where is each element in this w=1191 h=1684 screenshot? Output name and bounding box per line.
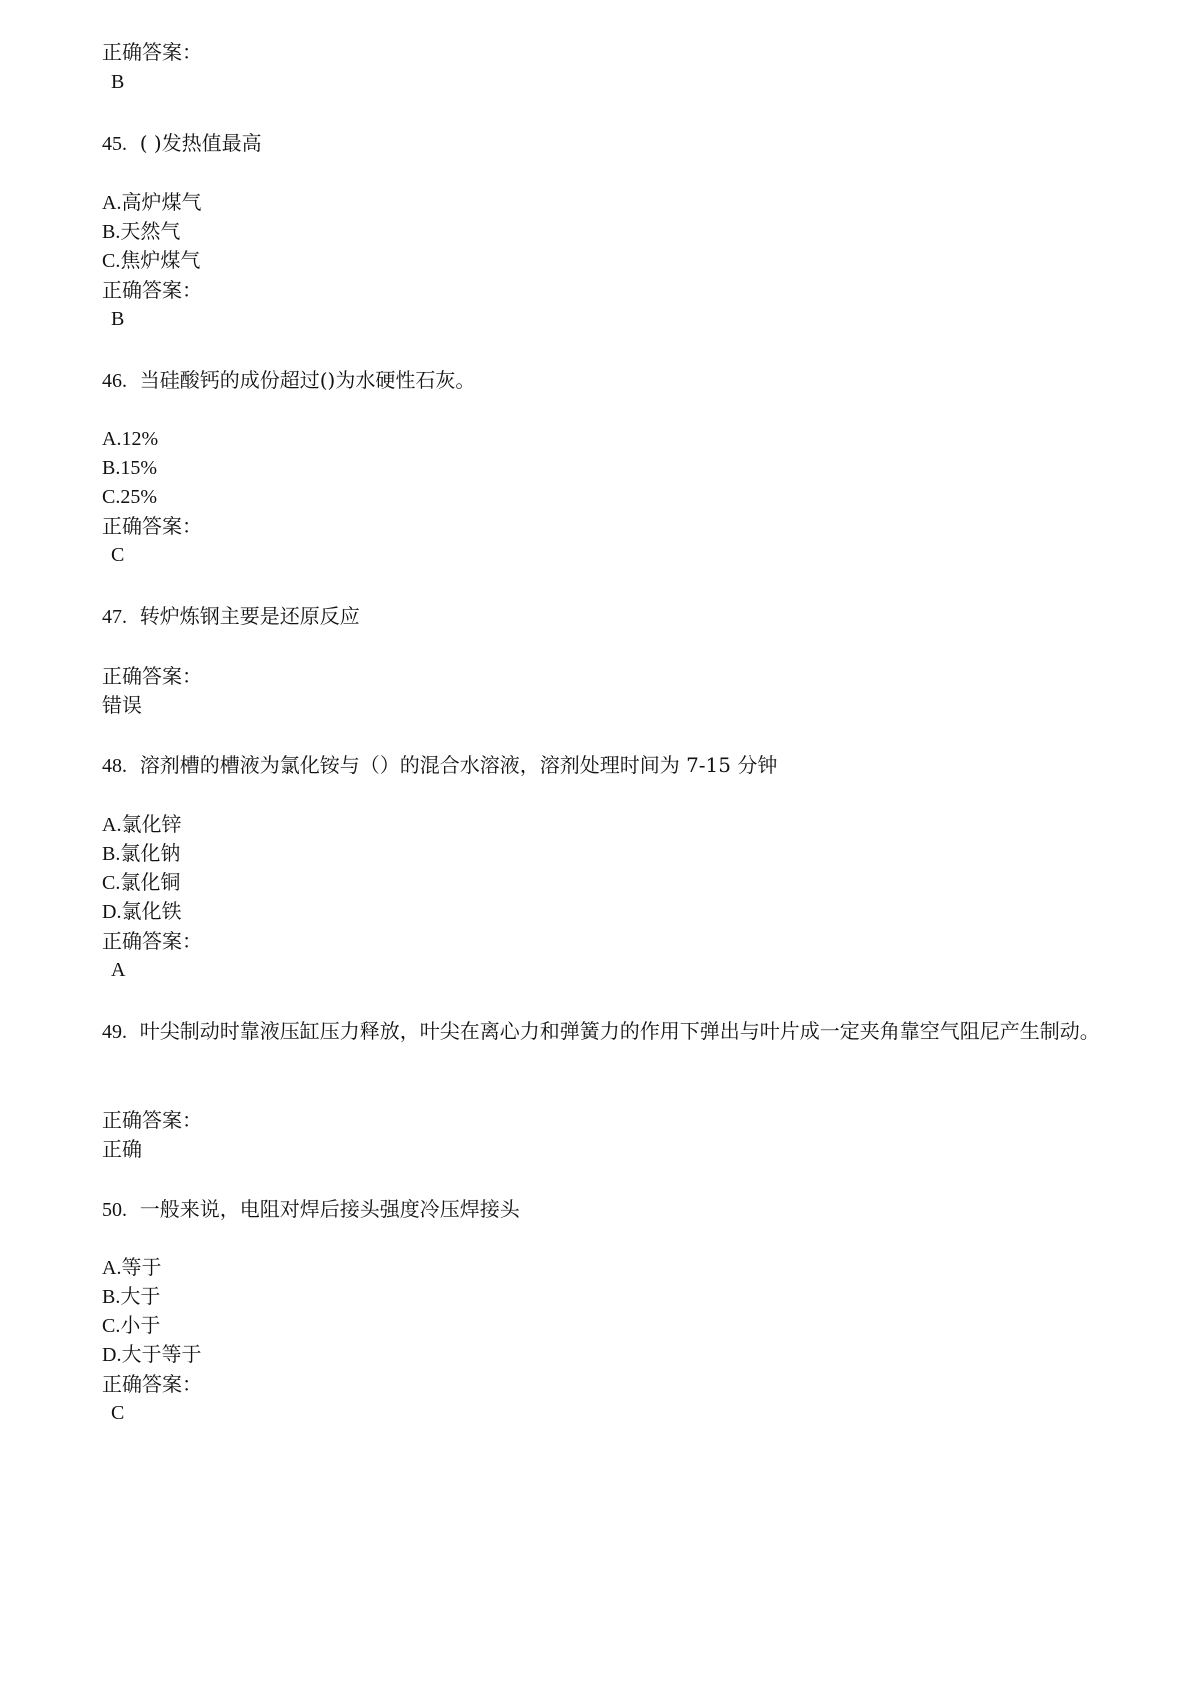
answer-label: 正确答案： — [102, 1108, 202, 1132]
answer-label: 正确答案： — [102, 514, 202, 538]
option-a: A.12% — [102, 428, 159, 450]
question-text: 叶尖制动时靠液压缸压力释放，叶尖在离心力和弹簧力的作用下弹出与叶片成一定夹角靠空气阻尼产生制动。 — [139, 1019, 1100, 1043]
question-number: 47. — [102, 606, 127, 628]
option-d: D.氯化铁 — [102, 901, 182, 923]
answer-value: B — [111, 308, 125, 330]
question-number: 50. — [102, 1199, 127, 1221]
option-c: C.焦炉煤气 — [102, 250, 201, 272]
answer-value: A — [111, 959, 126, 981]
answer-value: 正确 — [102, 1137, 142, 1161]
option-c: C.氯化铜 — [102, 872, 181, 894]
option-c: C.小于 — [102, 1315, 161, 1337]
answer-value: C — [111, 1402, 125, 1424]
question-text: 转炉炼钢主要是还原反应 — [139, 604, 360, 628]
option-a: A.等于 — [102, 1257, 162, 1279]
option-b: B.天然气 — [102, 221, 181, 243]
option-a: A.高炉煤气 — [102, 192, 202, 214]
question-48 — [102, 751, 777, 781]
question-number: 46. — [102, 370, 127, 392]
question-number: 45. — [102, 133, 127, 155]
answer-value: C — [111, 544, 125, 566]
answer-label: 正确答案： — [102, 929, 202, 953]
answer-label: 正确答案： — [102, 664, 202, 688]
question-47 — [102, 602, 360, 632]
question-text: 一般来说，电阻对焊后接头强度冷压焊接头 — [139, 1197, 520, 1221]
answer-value: B — [111, 71, 125, 93]
option-b: B.氯化钠 — [102, 843, 181, 865]
question-text: ( )发热值最高 — [139, 131, 262, 155]
question-number: 49. — [102, 1021, 127, 1043]
option-b: B.15% — [102, 457, 157, 479]
question-50 — [102, 1195, 520, 1225]
answer-label: 正确答案： — [102, 40, 202, 64]
question-46 — [102, 366, 475, 396]
answer-label: 正确答案： — [102, 278, 202, 302]
question-45 — [102, 129, 262, 159]
option-c: C.25% — [102, 486, 157, 508]
question-number: 48. — [102, 755, 127, 777]
answer-value: 错误 — [102, 693, 142, 717]
option-d: D.大于等于 — [102, 1344, 202, 1366]
question-text: 当硅酸钙的成份超过()为水硬性石灰。 — [139, 368, 476, 392]
answer-label: 正确答案： — [102, 1372, 202, 1396]
option-a: A.氯化锌 — [102, 814, 182, 836]
option-b: B.大于 — [102, 1286, 161, 1308]
question-49 — [102, 1017, 1102, 1047]
question-text: 溶剂槽的槽液为氯化铵与（）的混合水溶液，溶剂处理时间为 7-15 分钟 — [139, 753, 778, 777]
